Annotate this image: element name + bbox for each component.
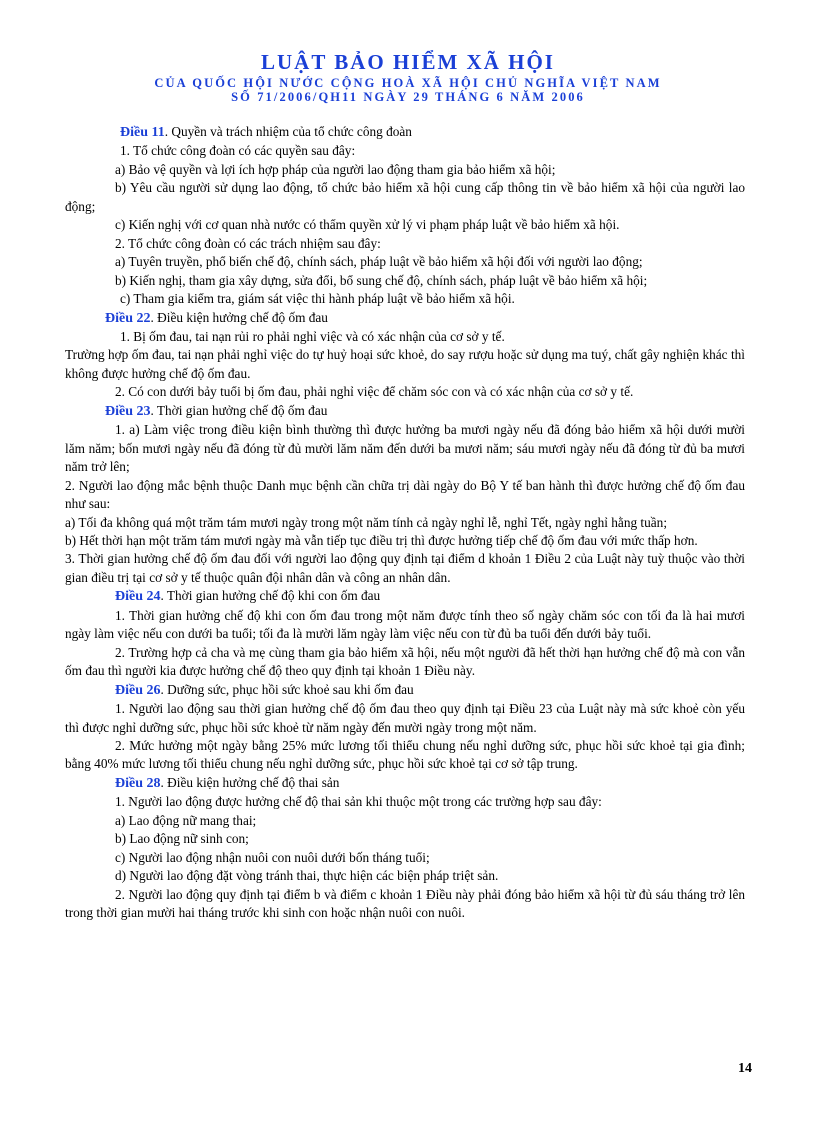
article-title: . Điều kiện hưởng chế độ thai sản xyxy=(160,774,340,790)
body-paragraph: 2. Tổ chức công đoàn có các trách nhiệm sau đây: xyxy=(115,235,381,251)
article-number: Điều 28 xyxy=(115,775,161,791)
page-number: 14 xyxy=(738,1061,752,1076)
article-heading xyxy=(65,123,745,142)
article-title: . Thời gian hưởng chế độ khi con ốm đau xyxy=(160,588,381,604)
body-paragraph: b) Yêu cầu người sử dụng lao động, tổ chức bảo hiểm xã hội cung cấp thông tin về bảo hiểm xã hội của người lao động; xyxy=(65,180,745,214)
article-title: . Thời gian hưởng chế độ ốm đau xyxy=(150,402,328,418)
body-paragraph: 2. Người lao động mắc bệnh thuộc Danh mục bệnh cần chữa trị dài ngày do Bộ Y tế ban hành thì được hưởng chế độ ốm đau như sau: xyxy=(65,477,745,512)
body-paragraph: 2. Trường hợp cả cha và mẹ cùng tham gia bảo hiểm xã hội, nếu một người đã hết thời hạn hưởng chế độ mà con vẫn ốm đau thì người kia được hưởng chế độ theo quy định tại khoản 1 Điều này. xyxy=(65,644,745,679)
body-paragraph: c) Tham gia kiểm tra, giám sát việc thi hành pháp luật về bảo hiểm xã hội. xyxy=(120,291,515,307)
body-paragraph: 3. Thời gian hưởng chế độ ốm đau đối với người lao động quy định tại điểm d khoản 1 Điều 2 của Luật này tuỳ thuộc vào thời gian điều trị tại cơ sở y tế thuộc quân đội nhân dân và công an nhân dân. xyxy=(65,551,745,585)
article-heading xyxy=(65,681,745,700)
body-paragraph: d) Người lao động đặt vòng tránh thai, thực hiện các biện pháp triệt sản. xyxy=(115,868,499,884)
body-paragraph: 2. Mức hưởng một ngày bằng 25% mức lương tối thiểu chung nếu nghỉ dưỡng sức, phục hồi sức khoẻ tại gia đình; bằng 40% mức lương tối thiểu chung nếu nghỉ dưỡng sức, phục hồi sức khoẻ tại cơ sở tập trung. xyxy=(65,737,745,772)
body-paragraph: a) Bảo vệ quyền và lợi ích hợp pháp của người lao động tham gia bảo hiểm xã hội; xyxy=(115,161,556,177)
article-heading xyxy=(65,587,745,606)
article-number: Điều 24 xyxy=(115,589,161,605)
body-paragraph: a) Tuyên truyền, phổ biến chế độ, chính sách, pháp luật về bảo hiểm xã hội đối với người lao động; xyxy=(115,254,643,270)
document-subtitle-issuer: CỦA QUỐC HỘI NƯỚC CỘNG HOÀ XÃ HỘI CHỦ NGHĨA VIỆT NAM xyxy=(154,76,662,90)
article-number: Điều 26 xyxy=(115,682,161,698)
body-paragraph: b) Hết thời hạn một trăm tám mươi ngày mà vẫn tiếp tục điều trị thì được hưởng tiếp chế độ ốm đau với mức thấp hơn. xyxy=(65,532,698,548)
body-paragraph: 1. Người lao động được hưởng chế độ thai sản khi thuộc một trong các trường hợp sau đây: xyxy=(115,794,602,810)
body-paragraph: Trường hợp ốm đau, tai nạn phải nghỉ việc do tự huỷ hoại sức khoẻ, do say rượu hoặc sử dụng ma tuý, chất gây nghiện khác thì không được hưởng chế độ ốm đau. xyxy=(65,347,745,381)
document-subtitle-number: SỐ 71/2006/QH11 NGÀY 29 THÁNG 6 NĂM 2006 xyxy=(231,90,585,104)
body-paragraph: c) Kiến nghị với cơ quan nhà nước có thẩm quyền xử lý vi phạm pháp luật về bảo hiểm xã hội. xyxy=(115,217,620,233)
body-paragraph: a) Tối đa không quá một trăm tám mươi ngày trong một năm tính cả ngày nghỉ lễ, nghỉ Tết, ngày nghỉ hằng tuần; xyxy=(65,514,668,530)
body-paragraph: 2. Có con dưới bảy tuổi bị ốm đau, phải nghỉ việc để chăm sóc con và có xác nhận của cơ sở y tế. xyxy=(115,384,634,400)
body-paragraph: c) Người lao động nhận nuôi con nuôi dưới bốn tháng tuổi; xyxy=(115,849,430,865)
article-number: Điều 11 xyxy=(120,125,165,140)
article-title: . Điều kiện hưởng chế độ ốm đau xyxy=(150,309,328,325)
body-paragraph: 1. Người lao động sau thời gian hưởng chế độ ốm đau theo quy định tại Điều 23 của Luật này mà sức khoẻ còn yếu thì được nghỉ dưỡng sức, phục hồi sức khoẻ từ năm ngày đến mười ngày trong một năm. xyxy=(65,701,745,735)
body-paragraph: 1. a) Làm việc trong điều kiện bình thường thì được hưởng ba mươi ngày nếu đã đóng bảo hiểm xã hội dưới mười lăm năm; bốn mươi ngày nếu đã đóng từ đủ mười lăm năm đến dưới ba mươi năm; sáu mươi ngày nếu đã đóng từ đủ ba mươi năm trở lên; xyxy=(65,422,745,475)
body-paragraph: b) Lao động nữ sinh con; xyxy=(115,831,249,847)
document-header xyxy=(0,48,816,104)
body-paragraph: b) Kiến nghị, tham gia xây dựng, sửa đổi, bổ sung chế độ, chính sách, pháp luật về bảo hiểm xã hội; xyxy=(115,272,648,288)
document-title: LUẬT BẢO HIỂM XÃ HỘI xyxy=(261,50,555,74)
body-paragraph: 2. Người lao động quy định tại điểm b và điểm c khoản 1 Điều này phải đóng bảo hiểm xã hội từ đủ sáu tháng trở lên trong thời gian mười hai tháng trước khi sinh con hoặc nhận nuôi con nuôi. xyxy=(65,886,745,921)
article-title: . Quyền và trách nhiệm của tổ chức công đoàn xyxy=(164,124,412,139)
body-paragraph: 1. Tổ chức công đoàn có các quyền sau đây: xyxy=(120,143,356,159)
article-title: . Dưỡng sức, phục hồi sức khoẻ sau khi ốm đau xyxy=(160,681,414,697)
article-heading xyxy=(65,774,745,793)
document-body xyxy=(65,123,745,922)
article-number: Điều 22 xyxy=(105,310,151,326)
body-paragraph: 1. Thời gian hưởng chế độ khi con ốm đau trong một năm được tính theo số ngày chăm sóc con tối đa là hai mươi ngày làm việc nếu con dưới ba tuổi; tối đa là mười lăm ngày làm việc nếu con từ đủ ba tuổi đến dưới bảy tuổi. xyxy=(65,607,745,642)
article-heading xyxy=(65,402,745,421)
body-paragraph: a) Lao động nữ mang thai; xyxy=(115,812,257,828)
article-heading xyxy=(65,309,745,328)
article-number: Điều 23 xyxy=(105,403,151,419)
body-paragraph: 1. Bị ốm đau, tai nạn rủi ro phải nghỉ việc và có xác nhận của cơ sở y tế. xyxy=(120,328,505,344)
